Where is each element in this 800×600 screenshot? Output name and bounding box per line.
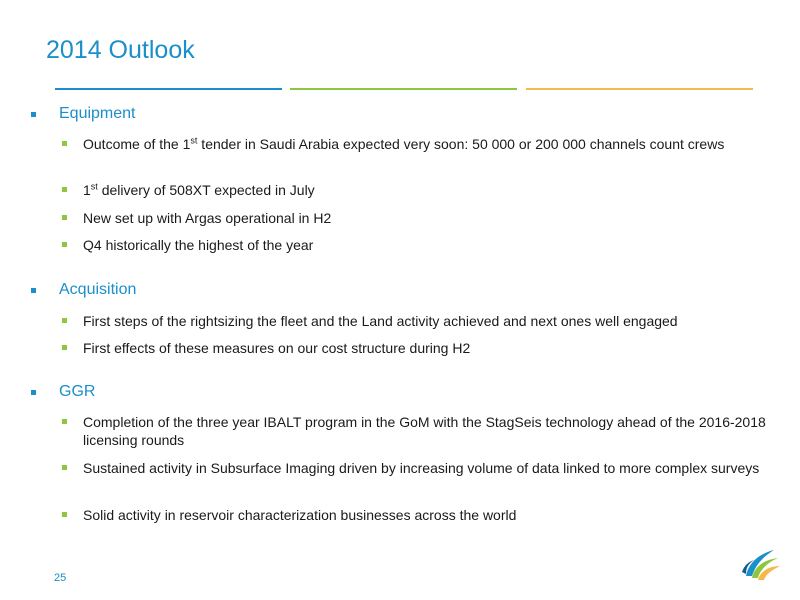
title-rule-orange bbox=[526, 88, 753, 90]
company-logo-icon bbox=[740, 546, 782, 582]
item-text: Completion of the three year IBALT program in the GoM with the StagSeis technology ahead of the 2016-2018 licensing rounds bbox=[83, 414, 766, 448]
title-rule-blue bbox=[55, 88, 282, 90]
item-bullet-icon bbox=[62, 419, 67, 424]
slide-title: 2014 Outlook bbox=[46, 36, 195, 64]
section-title: GGR bbox=[59, 383, 96, 400]
item-bullet-icon bbox=[62, 242, 67, 247]
item-bullet-icon bbox=[62, 465, 67, 470]
item-text: First steps of the rightsizing the fleet and the Land activity achieved and next ones well engaged bbox=[83, 313, 678, 329]
section-title: Equipment bbox=[59, 105, 136, 122]
item-text: Q4 historically the highest of the year bbox=[83, 237, 314, 253]
item-text: New set up with Argas operational in H2 bbox=[83, 210, 332, 226]
title-rule-green bbox=[290, 88, 517, 90]
section-title: Acquisition bbox=[59, 281, 137, 298]
item-text: First effects of these measures on our cost structure during H2 bbox=[83, 340, 471, 356]
item-bullet-icon bbox=[62, 512, 67, 517]
item-text: Solid activity in reservoir characterization businesses across the world bbox=[83, 507, 517, 523]
item-text: 1st delivery of 508XT expected in July bbox=[83, 181, 315, 198]
item-bullet-icon bbox=[62, 345, 67, 350]
section-bullet-icon bbox=[31, 390, 36, 395]
item-text: Outcome of the 1st tender in Saudi Arabia expected very soon: 50 000 or 200 000 channels count crews bbox=[83, 135, 725, 152]
item-bullet-icon bbox=[62, 187, 67, 192]
item-bullet-icon bbox=[62, 141, 67, 146]
item-bullet-icon bbox=[62, 318, 67, 323]
page-number: 25 bbox=[54, 572, 67, 584]
item-bullet-icon bbox=[62, 215, 67, 220]
section-bullet-icon bbox=[31, 112, 36, 117]
item-text: Sustained activity in Subsurface Imaging driven by increasing volume of data linked to more complex surveys bbox=[83, 460, 760, 476]
section-bullet-icon bbox=[31, 288, 36, 293]
